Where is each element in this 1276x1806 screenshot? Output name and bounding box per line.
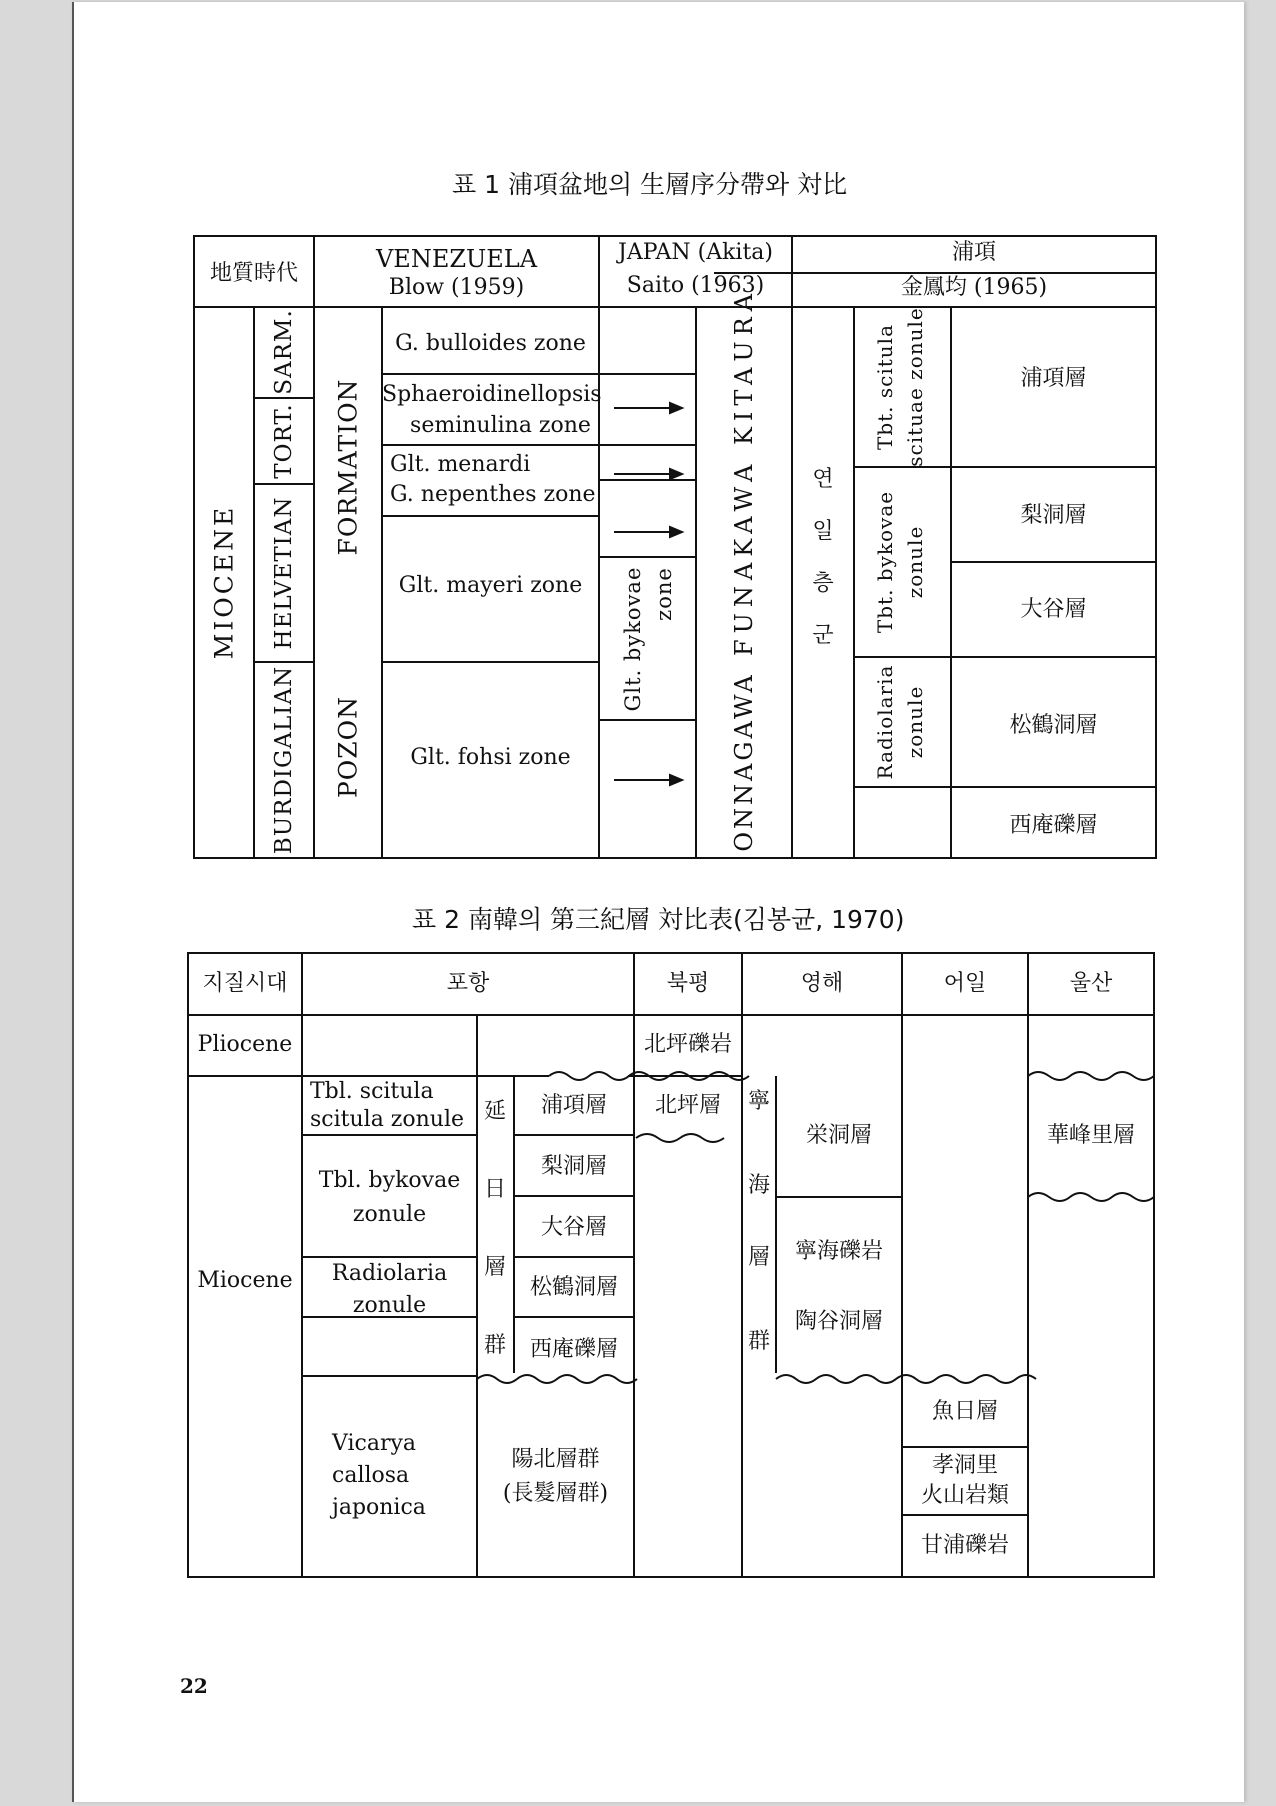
header-pohang: 浦項 xyxy=(951,240,996,265)
header-japan-ref: Saito (1963) xyxy=(626,273,765,298)
t2-yeonghae-conglomerate: 寧海礫岩 xyxy=(794,1239,883,1264)
zonule-tbt-scitula-2: scituae zonule xyxy=(903,307,927,467)
t2-zonule-tbl-bykovae-1: Tbl. bykovae xyxy=(318,1168,461,1193)
t2-formation-idong: 梨洞層 xyxy=(540,1154,607,1179)
stage-burdigalian: BURDIGALIAN xyxy=(271,665,297,855)
formation-pozon: POZON xyxy=(333,695,363,799)
header-venezuela: VENEZUELA xyxy=(375,245,538,273)
epoch-miocene: MIOCENE xyxy=(209,504,239,660)
formation-songhakdong: 松鶴洞層 xyxy=(1009,713,1098,738)
t2-vicarya-3: japonica xyxy=(332,1495,426,1520)
t2-yeongdong-formation: 栄洞層 xyxy=(805,1123,872,1148)
table2-caption: 표 2 南韓의 第三紀層 対比表(김봉균, 1970) xyxy=(412,905,905,934)
header-pohang-ref: 金鳳均 (1965) xyxy=(900,275,1048,300)
t2-bukpyeong-conglomerate: 北坪礫岩 xyxy=(643,1032,732,1057)
akita-onnagawa: ONNAGAWA xyxy=(730,672,758,852)
t2-yeonghae-char-4: 群 xyxy=(747,1329,770,1354)
zonule-radiolaria-1: Radiolaria xyxy=(873,664,897,780)
t2-zonule-radiolaria-2: zonule xyxy=(352,1293,427,1318)
formation-pohang: 浦項層 xyxy=(1020,366,1087,391)
t2-eoil-formation: 魚日層 xyxy=(931,1399,998,1424)
zone-sphaeroidinellopsis: Sphaeroidinellopsis xyxy=(382,382,602,407)
formation-idong: 梨洞層 xyxy=(1020,503,1087,528)
t2-yeonil-char-4: 群 xyxy=(483,1333,506,1358)
zone-g-bulloides: G. bulloides zone xyxy=(395,331,586,356)
t2-yangbuk-group: 陽北層群 xyxy=(511,1447,600,1472)
t2-zonule-radiolaria-1: Radiolaria xyxy=(331,1261,448,1286)
zonule-tbt-scitula-1: Tbt. scitula xyxy=(873,324,897,450)
t2-yeonil-char-1: 延 xyxy=(483,1099,506,1124)
zone-seminulina: seminulina zone xyxy=(410,413,591,438)
t2-formation-pohang: 浦項層 xyxy=(540,1093,607,1118)
t2-vicarya-2: callosa xyxy=(332,1463,410,1488)
t2-jangbal-group: (長髮層群) xyxy=(502,1481,609,1506)
t2-header-yeonghae: 영해 xyxy=(800,971,844,996)
t2-header-eoil: 어일 xyxy=(943,971,987,996)
header-japan: JAPAN (Akita) xyxy=(618,240,773,265)
table1-caption: 표 1 浦項盆地의 生層序分帶와 対比 xyxy=(452,170,848,199)
zonule-tbt-bykovae-1: Tbt. bykovae xyxy=(873,490,897,634)
japan-zone-glt-bykovae: Glt. bykovae xyxy=(621,566,645,712)
t2-vicarya-1: Vicarya xyxy=(332,1431,417,1456)
yeonil-char-4: 군 xyxy=(812,623,834,648)
yeonil-char-3: 층 xyxy=(812,571,834,596)
t2-dogokdong-formation: 陶谷洞層 xyxy=(794,1309,883,1334)
yeonil-char-1: 연 xyxy=(812,467,834,492)
document-page xyxy=(72,2,1244,1802)
t2-header-ulsan: 울산 xyxy=(1069,971,1113,996)
t2-zonule-tbl-scitula-1: Tbl. scitula xyxy=(310,1079,434,1104)
zonule-tbt-bykovae-2: zonule xyxy=(903,525,927,599)
t2-yeonghae-char-1: 寧 xyxy=(747,1089,770,1114)
t2-yeonil-char-3: 層 xyxy=(483,1255,506,1280)
t2-hwabongri-formation: 華峰里層 xyxy=(1046,1123,1135,1148)
header-age: 地質時代 xyxy=(209,261,298,286)
akita-funakawa-kitaura: FUNAKAWA KITAURA xyxy=(730,287,758,657)
t2-zonule-tbl-scitula-2: scitula zonule xyxy=(310,1107,465,1132)
japan-zone-label: zone xyxy=(652,567,676,621)
t2-formation-daegok: 大谷層 xyxy=(540,1215,607,1240)
t2-yeonghae-char-3: 層 xyxy=(747,1245,770,1270)
stage-tort: TORT. xyxy=(271,403,297,479)
zonule-radiolaria-2: zonule xyxy=(903,685,927,759)
yeonil-char-2: 일 xyxy=(812,519,834,544)
t2-header-pohang: 포항 xyxy=(446,971,490,996)
t2-formation-seoam: 西庵礫層 xyxy=(529,1337,618,1362)
t2-header-bukpyeong: 북평 xyxy=(666,971,710,996)
header-venezuela-ref: Blow (1959) xyxy=(388,275,525,300)
zone-g-nepenthes: G. nepenthes zone xyxy=(390,482,596,507)
stage-sarm: SARM. xyxy=(271,309,297,395)
t2-hyodongri-2: 火山岩類 xyxy=(920,1483,1009,1508)
t2-yeonil-char-2: 日 xyxy=(483,1177,506,1202)
epoch-miocene-t2: Miocene xyxy=(197,1268,293,1293)
t2-yeonghae-char-2: 海 xyxy=(747,1173,770,1198)
t2-zonule-tbl-bykovae-2: zonule xyxy=(352,1202,427,1227)
table2-grid xyxy=(74,2,1244,1802)
t2-bukpyeong-formation: 北坪層 xyxy=(654,1093,721,1118)
zone-glt-mayeri: Glt. mayeri zone xyxy=(398,573,583,598)
t2-formation-songhakdong: 松鶴洞層 xyxy=(529,1275,618,1300)
zone-glt-menardi: Glt. menardi xyxy=(390,452,531,477)
epoch-pliocene: Pliocene xyxy=(197,1032,293,1057)
formation-seoam: 西庵礫層 xyxy=(1009,813,1098,838)
formation-daegok: 大谷層 xyxy=(1020,597,1087,622)
t2-header-age: 지질시대 xyxy=(202,971,288,996)
stage-helvetian: HELVETIAN xyxy=(271,496,297,650)
formation-label: FORMATION xyxy=(333,378,363,556)
page-number: 22 xyxy=(180,1674,208,1698)
t2-hyodongri-1: 孝洞里 xyxy=(931,1453,998,1478)
t2-gampo-conglomerate: 甘浦礫岩 xyxy=(920,1533,1009,1558)
zone-glt-fohsi: Glt. fohsi zone xyxy=(410,745,571,770)
